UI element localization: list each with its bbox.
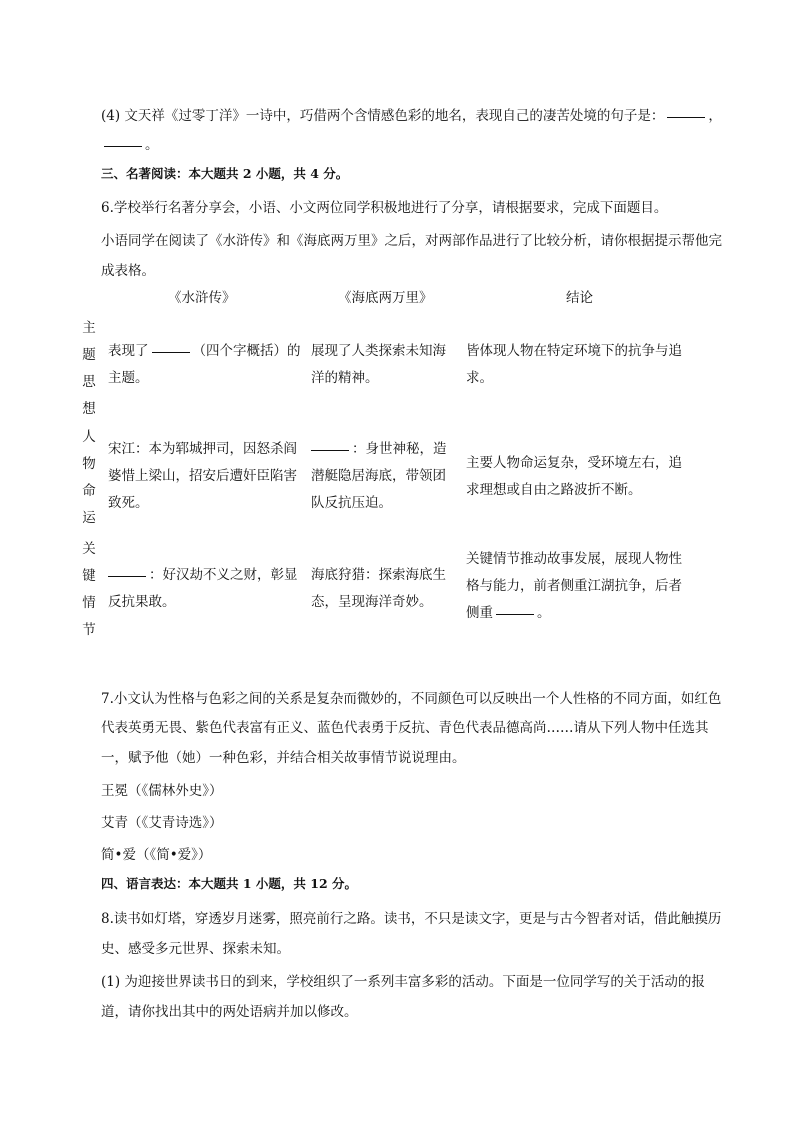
row-label-char: 主 — [82, 320, 96, 336]
answer-blank[interactable] — [108, 575, 146, 577]
q7-option: 王冕（《儒林外史》） — [101, 783, 223, 799]
table-cell: 海底狩猎：探索海底生 态，呈现海洋奇妙。 — [311, 567, 446, 610]
row-label-char: 物 — [82, 456, 96, 472]
q7-option: 艾青（《艾青诗选》） — [101, 815, 223, 831]
q5-text: (4) 文天祥《过零丁洋》一诗中，巧借两个含情感色彩的地名，表现自己的凄苦处境的句子是： — [101, 108, 665, 124]
table-cell: 展现了人类探索未知海 洋的精神。 — [311, 343, 446, 386]
q6-task-line2: 成表格。 — [101, 263, 155, 279]
section-heading: 四、语言表达：本大题共 1 小题，共 12 分。 — [101, 876, 358, 891]
q7-line2: 代表英勇无畏、紫色代表富有正义、蓝色代表勇于反抗、青色代表品德高尚……请从下列人物中任选其 — [101, 720, 709, 736]
table-header-haidi: 《海底两万里》 — [338, 290, 433, 306]
table-cell: 主要人物命运复杂，受环境左右，追 求理想或自由之路波折不断。 — [466, 455, 682, 498]
q5-line2: 。 — [101, 133, 159, 153]
row-label-char: 题 — [82, 347, 96, 363]
table-header-conclusion: 结论 — [566, 290, 593, 306]
row-label-char: 命 — [82, 483, 96, 499]
answer-blank[interactable] — [311, 449, 349, 451]
q7-option: 简•爱（《简•爱》） — [101, 847, 212, 863]
q5-line1: (4) 文天祥《过零丁洋》一诗中，巧借两个含情感色彩的地名，表现自己的凄苦处境的句子是： ， — [101, 108, 722, 124]
table-cell: 皆体现人物在特定环境下的抗争与追 求。 — [466, 343, 682, 386]
table-cell: 关键情节推动故事发展，展现人物性 格与能力，前者侧重江湖抗争，后者 侧重 。 — [466, 551, 682, 621]
table-header-shuihu: 《水浒传》 — [168, 290, 236, 306]
q6-task-line1: 小语同学在阅读了《水浒传》和《海底两万里》之后，对两部作品进行了比较分析，请你根据提示帮他完 — [101, 233, 722, 249]
q8-line2: 史、感受多元世界、探索未知。 — [101, 941, 290, 957]
answer-blank[interactable] — [104, 145, 142, 147]
q7-line3: 一，赋予他（她）一种色彩，并结合相关故事情节说说理由。 — [101, 750, 466, 766]
row-label-char: 人 — [82, 429, 96, 445]
table-cell: ：身世神秘，造 潜艇隐居海底，带领团 队反抗压迫。 — [311, 441, 447, 511]
table-cell: 宋江：本为郓城押司，因怒杀阎 婆惜上梁山，招安后遭奸臣陷害 致死。 — [108, 441, 297, 511]
row-label-char: 情 — [82, 595, 96, 611]
row-label-char: 关 — [82, 541, 96, 557]
q8-line1: 8.读书如灯塔，穿透岁月迷雾，照亮前行之路。读书，不只是读文字，更是与古今智者对话，借此触摸历 — [101, 911, 722, 927]
answer-blank[interactable] — [152, 351, 190, 353]
answer-blank[interactable] — [667, 116, 705, 118]
q8-sub1-line1: (1) 为迎接世界读书日的到来，学校组织了一系列丰富多彩的活动。下面是一位同学写的关于活动的报 — [101, 974, 705, 990]
row-label-char: 想 — [82, 401, 96, 417]
table-cell: ：好汉劫不义之财，彰显 反抗果敢。 — [108, 567, 298, 610]
row-label-char: 键 — [82, 568, 96, 584]
row-label-char: 节 — [82, 622, 96, 638]
section-heading: 三、名著阅读：本大题共 2 小题，共 4 分。 — [101, 166, 349, 181]
q6-intro: 6.学校举行名著分享会，小语、小文两位同学积极地进行了分享，请根据要求，完成下面题目。 — [101, 200, 668, 216]
answer-blank[interactable] — [496, 613, 534, 615]
q8-sub1-line2: 道，请你找出其中的两处语病并加以修改。 — [101, 1004, 358, 1020]
table-cell: 表现了 （四个字概括）的 主题。 — [108, 343, 301, 386]
row-label-char: 运 — [82, 510, 96, 526]
row-label-char: 思 — [82, 374, 96, 390]
q7-line1: 7.小文认为性格与色彩之间的关系是复杂而微妙的，不同颜色可以反映出一个人性格的不同方面，如红色 — [101, 691, 722, 707]
